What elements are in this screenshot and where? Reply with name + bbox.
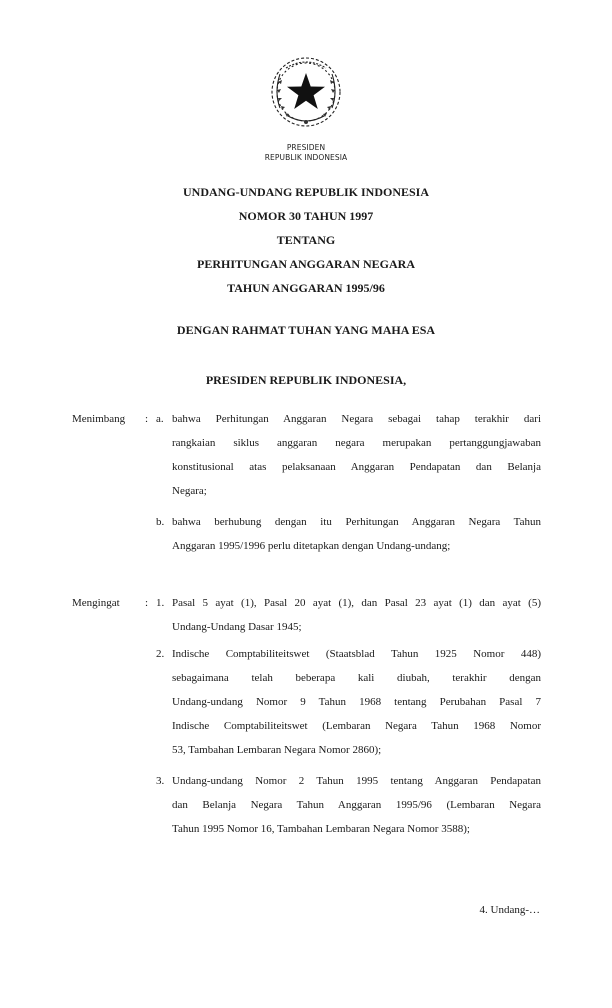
- text-line: rangkaian siklus anggaran negara merupakan pertanggungjawaban: [172, 437, 541, 449]
- text-line: Indische Comptabiliteitswet (Staatsblad Tahun 1925 Nomor 448): [172, 648, 541, 660]
- text-line: sebagaimana telah beberapa kali diubah, terakhir dengan: [172, 672, 541, 684]
- text-line: 53, Tambahan Lembaran Negara Nomor 2860);: [172, 744, 382, 756]
- text-line: Anggaran 1995/1996 perlu ditetapkan dengan Undang-undang;: [172, 540, 451, 552]
- menimbang-item-b: [172, 510, 541, 558]
- mengingat-item-2-marker: 2.: [156, 648, 165, 660]
- presidential-emblem-icon: [266, 52, 346, 132]
- emblem-caption-presiden: PRESIDEN: [286, 143, 326, 152]
- mengingat-item-3-marker: 3.: [156, 775, 165, 787]
- text-line: Tahun 1995 Nomor 16, Tambahan Lembaran Negara Nomor 3588);: [172, 823, 470, 835]
- menimbang-item-b-marker: b.: [156, 516, 165, 528]
- text-line: bahwa Perhitungan Anggaran Negara sebagai tahap terakhir dari: [172, 413, 541, 425]
- mengingat-item-3: [172, 769, 541, 841]
- menimbang-label: Menimbang: [72, 413, 126, 425]
- mengingat-item-1: [172, 591, 541, 639]
- menimbang-item-a: [172, 407, 541, 503]
- text-line: Undang-undang Nomor 2 Tahun 1995 tentang Anggaran Pendapatan: [172, 775, 541, 787]
- preamble-blessing: DENGAN RAHMAT TUHAN YANG MAHA ESA: [176, 323, 436, 337]
- mengingat-item-2: [172, 642, 541, 762]
- title-subject: PERHITUNGAN ANGGARAN NEGARA: [196, 257, 415, 271]
- mengingat-label: Mengingat: [72, 597, 120, 609]
- text-line: dan Belanja Negara Tahun Anggaran 1995/96 (Lembaran Negara: [172, 799, 541, 811]
- title-law-type: UNDANG-UNDANG REPUBLIK INDONESIA: [182, 185, 430, 199]
- preamble-president: PRESIDEN REPUBLIK INDONESIA,: [205, 373, 407, 387]
- text-line: Indische Comptabiliteitswet (Lembaran Negara Tahun 1968 Nomor: [172, 720, 541, 732]
- title-fiscal-year: TAHUN ANGGARAN 1995/96: [227, 281, 385, 295]
- mengingat-colon: :: [145, 597, 149, 609]
- text-line: Undang-Undang Dasar 1945;: [172, 621, 302, 633]
- text-line: Pasal 5 ayat (1), Pasal 20 ayat (1), dan Pasal 23 ayat (1) dan ayat (5): [172, 597, 541, 609]
- menimbang-colon: :: [145, 413, 149, 425]
- text-line: Undang-undang Nomor 9 Tahun 1968 tentang Perubahan Pasal 7: [172, 696, 541, 708]
- menimbang-item-a-marker: a.: [156, 413, 164, 425]
- text-line: bahwa berhubung dengan itu Perhitungan Anggaran Negara Tahun: [172, 516, 541, 528]
- emblem-caption-republik: REPUBLIK INDONESIA: [264, 153, 348, 162]
- title-tentang: TENTANG: [276, 233, 336, 247]
- title-law-number: NOMOR 30 TAHUN 1997: [238, 209, 374, 223]
- text-line: konstitusional atas pelaksanaan Anggaran Pendapatan dan Belanja: [172, 461, 541, 473]
- mengingat-item-1-marker: 1.: [156, 597, 165, 609]
- text-line: Negara;: [172, 485, 207, 497]
- page-continuation: 4. Undang-…: [479, 904, 540, 916]
